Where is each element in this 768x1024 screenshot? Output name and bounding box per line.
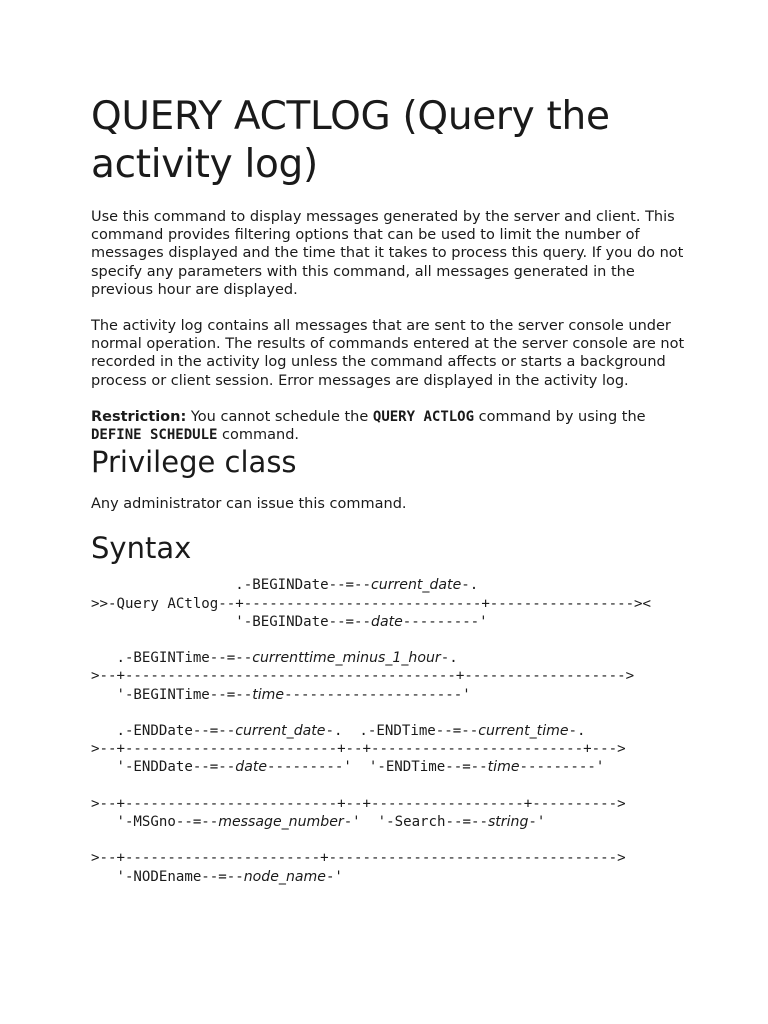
syntax-line: [91, 577, 478, 593]
syntax-line: [91, 869, 343, 885]
syntax-text: -.: [440, 650, 458, 667]
syntax-text: ---------' '-ENDTime--=--: [267, 759, 488, 776]
intro-paragraph-1: Use this command to display messages generated by the server and client. This command provides filtering options that can be used to limit the number of messages displayed and the time that it takes to process this query. If you do not specify any parameters with this command, all messages generated in the previous hour are displayed.: [91, 209, 684, 298]
syntax-variable: current_date: [371, 577, 462, 594]
syntax-text: >>-Query ACtlog--+----------------------------+-----------------><: [91, 595, 652, 612]
syntax-variable: string: [487, 814, 529, 831]
restriction-note: [91, 408, 691, 444]
syntax-line: [91, 596, 651, 612]
restriction-command-define-schedule: DEFINE SCHEDULE: [91, 427, 218, 444]
syntax-variable: current_time: [478, 723, 569, 740]
syntax-heading: Syntax: [91, 531, 192, 566]
syntax-line: [91, 850, 626, 866]
syntax-line: [91, 759, 604, 775]
syntax-text: '-ENDDate--=--: [91, 759, 236, 776]
privilege-class-text: Any administrator can issue this command.: [91, 496, 407, 513]
syntax-text: >--+-----------------------+---------------------------------->: [91, 850, 626, 867]
syntax-variable: current_date: [235, 723, 326, 740]
privilege-class-heading: Privilege class: [91, 445, 297, 480]
restriction-command-query-actlog: QUERY ACTLOG: [372, 408, 475, 425]
intro-paragraph-2: The activity log contains all messages that are sent to the server console under normal operation. The results of commands entered at the server console are not recorded in the activity log unless the command affects or starts a background process or client session. Error messages are displayed in the activity log.: [91, 318, 685, 389]
syntax-text: -': [325, 868, 343, 885]
document-page: [91, 93, 691, 886]
syntax-line: [91, 796, 626, 812]
restriction-text-2: command by using the: [474, 408, 646, 425]
syntax-text: >--+---------------------------------------+------------------->: [91, 668, 635, 685]
syntax-variable: node_name: [243, 868, 326, 885]
syntax-variable: time: [487, 759, 520, 776]
syntax-text: >--+-------------------------+--+-------------------------+--->: [91, 741, 626, 758]
syntax-line: [91, 814, 545, 830]
syntax-line: [91, 650, 458, 666]
syntax-text: '-BEGINDate--=--: [91, 613, 372, 630]
syntax-text: ---------': [402, 613, 488, 630]
syntax-variable: currenttime_minus_1_hour: [252, 650, 441, 667]
syntax-text: '-MSGno--=--: [91, 814, 219, 831]
syntax-text: '-NODEname--=--: [91, 868, 244, 885]
syntax-text: -': [528, 814, 546, 831]
syntax-text: .-BEGINDate--=--: [91, 577, 372, 594]
syntax-text: >--+-------------------------+--+------------------+---------->: [91, 795, 626, 812]
syntax-text: ---------': [519, 759, 605, 776]
syntax-variable: time: [252, 686, 285, 703]
syntax-line: [91, 668, 634, 684]
restriction-text-3: command.: [217, 427, 300, 444]
syntax-text: -. .-ENDTime--=--: [325, 723, 479, 740]
page-title: QUERY ACTLOG (Query the activity log): [91, 94, 610, 187]
syntax-text: .-ENDDate--=--: [91, 723, 236, 740]
syntax-text: -' '-Search--=--: [343, 814, 488, 831]
syntax-diagram: [91, 576, 691, 885]
restriction-label: Restriction:: [91, 408, 187, 425]
syntax-variable: date: [235, 759, 268, 776]
syntax-variable: message_number: [218, 814, 344, 831]
syntax-line: [91, 687, 471, 703]
syntax-variable: date: [371, 613, 403, 630]
syntax-line: [91, 741, 626, 757]
syntax-text: -.: [568, 723, 586, 740]
syntax-line: [91, 614, 488, 630]
syntax-text: ---------------------': [284, 686, 471, 703]
restriction-text-1: You cannot schedule the: [186, 408, 373, 425]
syntax-text: -.: [461, 577, 479, 594]
syntax-text: .-BEGINTime--=--: [91, 650, 253, 667]
syntax-line: [91, 723, 586, 739]
syntax-text: '-BEGINTime--=--: [91, 686, 253, 703]
